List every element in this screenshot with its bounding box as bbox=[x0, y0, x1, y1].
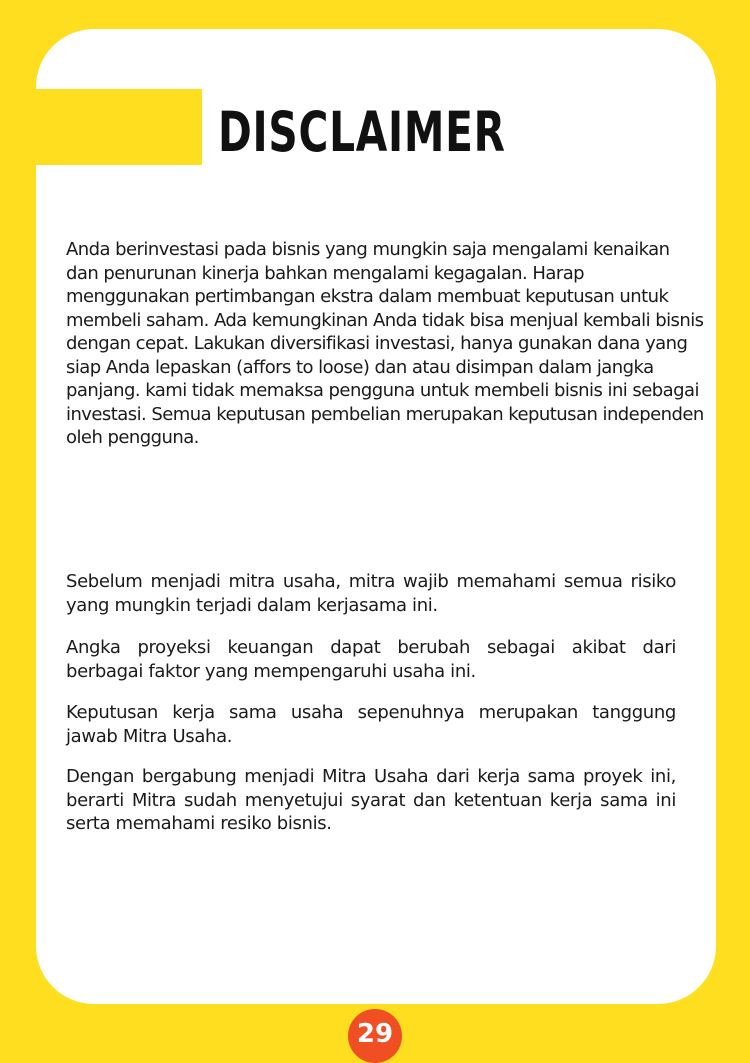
content-card bbox=[36, 29, 716, 1004]
paragraph-financial-projection: Angka proyeksi keuangan dapat berubah sebagai akibat dari berbagai faktor yang mempengaruhi usaha ini. bbox=[66, 637, 676, 682]
page-title: DISCLAIMER bbox=[218, 100, 506, 164]
paragraph-agreement: Dengan bergabung menjadi Mitra Usaha dari kerja sama proyek ini, berarti Mitra sudah menyetujui syarat dan ketentuan kerja sama ini serta memahami resiko bisnis. bbox=[66, 766, 676, 834]
paragraph-partner-responsibility: Keputusan kerja sama usaha sepenuhnya merupakan tanggung jawab Mitra Usaha. bbox=[66, 702, 676, 747]
paragraph-investment-risk: Anda berinvestasi pada bisnis yang mungkin saja mengalami kenaikan dan penurunan kinerja bahkan mengalami kegagalan. Harap menggunakan pertimbangan ekstra dalam membuat keputusan untuk membeli saham. Ada kemungkinan Anda tidak bisa menjual kembali bisnis dengan cepat. Lakukan diversifikasi investasi, hanya gunakan dana yang siap Anda lepaskan (affors to loose) dan atau disimpan dalam jangka panjang. kami tidak memaksa pengguna untuk membeli bisnis ini sebagai investasi. Semua keputusan pembelian merupakan keputusan independen oleh pengguna. bbox=[66, 239, 704, 448]
paragraph-partner-risk: Sebelum menjadi mitra usaha, mitra wajib memahami semua risiko yang mungkin terjadi dalam kerjasama ini. bbox=[66, 571, 676, 616]
page-number-badge: 29 bbox=[348, 1009, 402, 1063]
title-accent-bar bbox=[36, 89, 202, 165]
